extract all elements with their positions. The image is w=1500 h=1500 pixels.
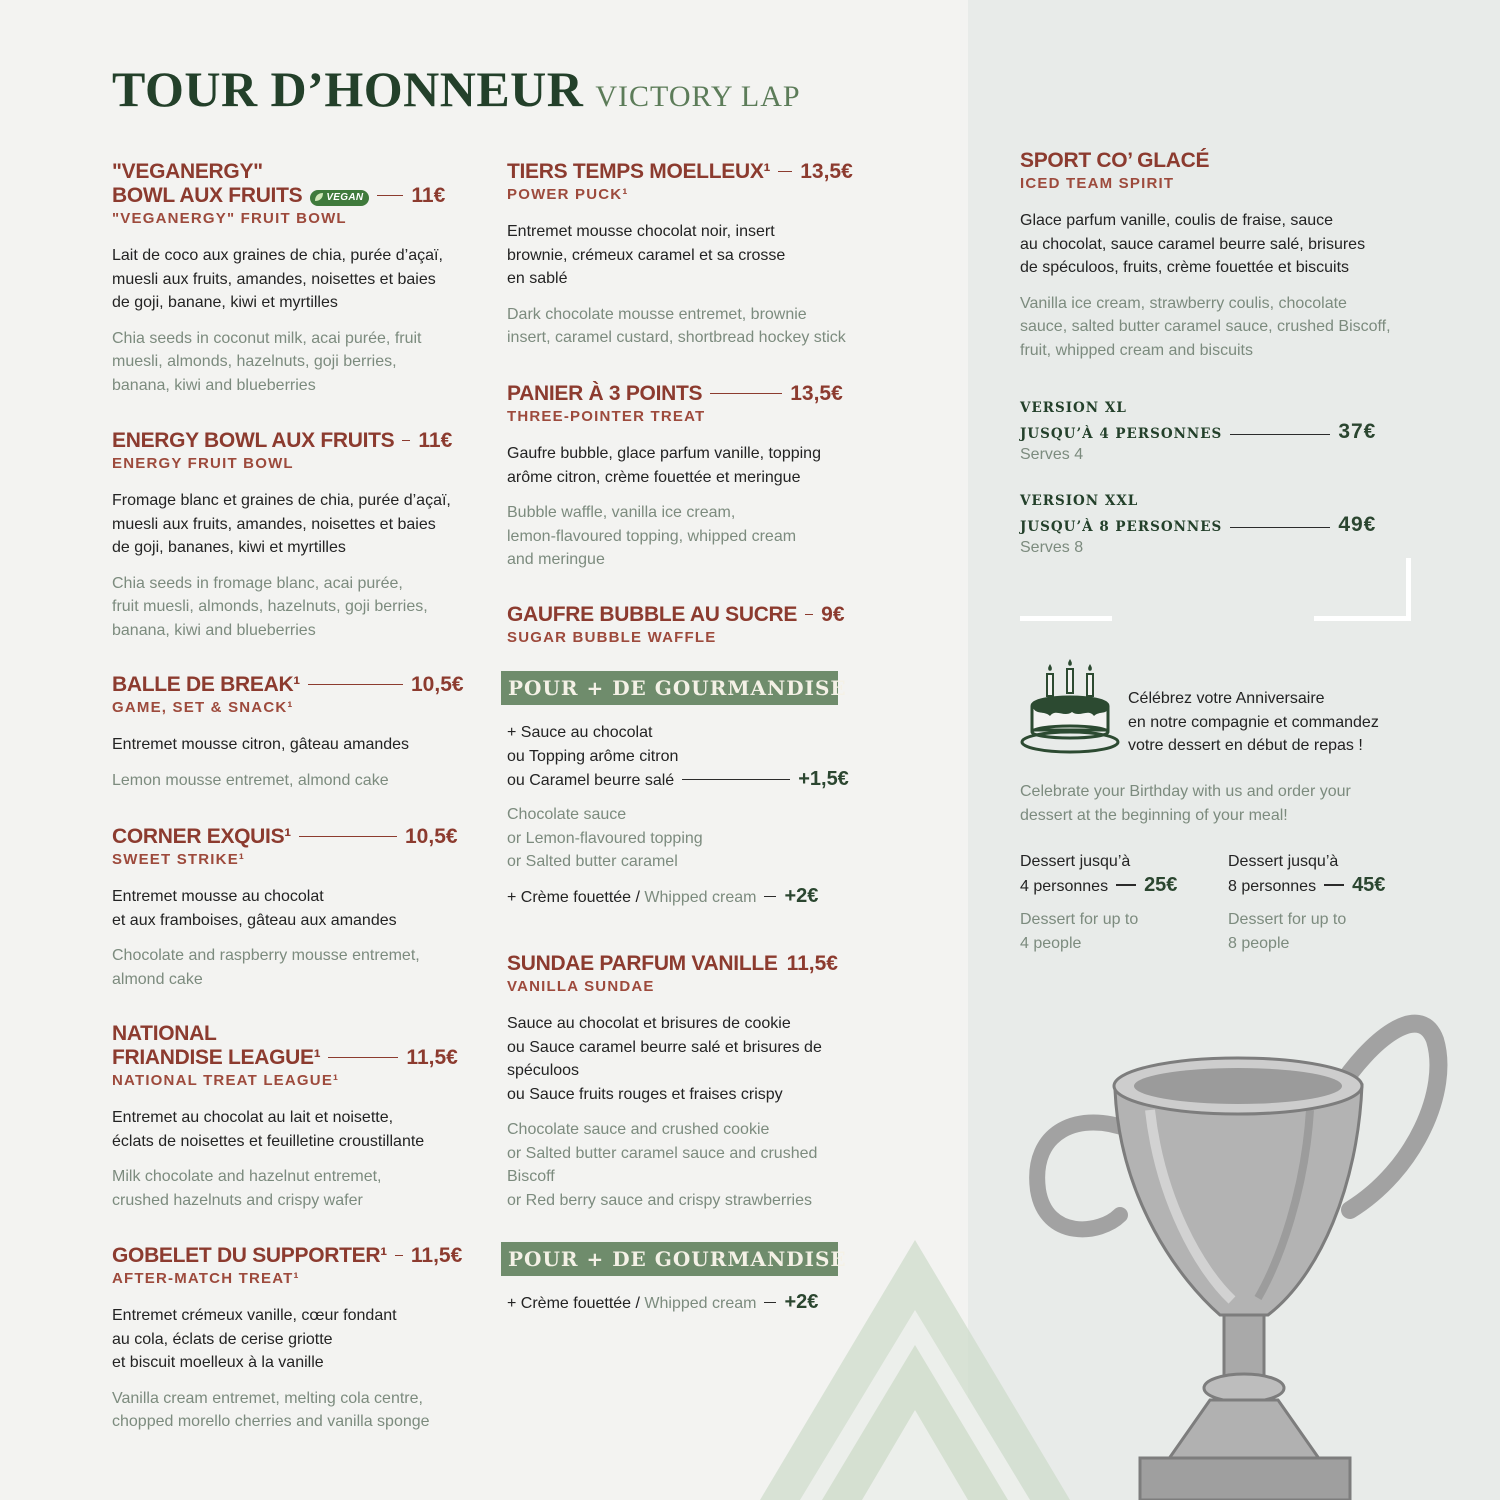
item-price: 10,5€ [405,825,458,848]
description-line: almond cake [112,970,203,988]
description-line: or Salted butter caramel sauce and crushed [507,1144,818,1162]
extras-banner: POUR + DE GOURMANDISE [501,1242,838,1276]
description-line: chopped morello cherries and vanilla sponge [112,1413,430,1430]
vegan-badge-label: VEGAN [326,192,364,203]
price-leader [299,836,397,838]
price-leader [402,440,410,442]
version-label: VERSION XXL [1020,493,1139,509]
description-line: Entremet mousse citron, gâteau amandes [112,736,410,753]
item-description-en [507,303,853,350]
menu-item-corner-exquis [112,825,458,991]
menu-item-gobelet-du-supporter [112,1244,462,1434]
version-serves: Serves 8 [1020,539,1084,556]
description-line: Entremet au chocolat au lait et noisette, [112,1109,394,1126]
description-line: spéculoos [507,1062,580,1079]
item-title: PANIER À 3 POINTS [507,382,703,405]
leaf-icon [314,192,324,202]
extras-line: ou Topping arôme citron [507,747,679,765]
item-description-en [1020,292,1391,363]
extras-line: or Lemon-flavoured topping [507,829,703,847]
offer-line: 4 personnes [1020,877,1109,895]
description-line: sauce, salted butter caramel sauce, crushed Biscoff, [1020,318,1391,335]
item-description-en [507,1118,838,1212]
item-title: TIERS TEMPS MOELLEUX¹ [507,160,771,183]
extras-price: +2€ [784,885,819,907]
price-leader [764,1302,776,1304]
extras-sauces [507,721,849,792]
item-title: SUNDAE PARFUM VANILLE [507,952,778,975]
description-line: Fromage blanc et graines de chia, purée d’açaï, [112,492,451,509]
offer-row [1020,874,1177,898]
whipped-fr: + Crème fouettée / [507,889,640,906]
item-price: 9€ [821,603,845,626]
price-leader [328,1057,398,1059]
offer-line: 8 personnes [1228,877,1317,895]
version-price: 37€ [1338,420,1377,443]
extras-line: ou Caramel beurre salé [507,772,675,789]
birthday-cake-icon [1020,658,1120,758]
birthday-line: Célébrez votre Anniversaire [1128,690,1325,707]
whipped-fr: + Crème fouettée / [507,1295,640,1312]
item-description-fr [112,244,445,315]
page-subtitle: VICTORY LAP [595,80,801,113]
description-line: and meringue [507,551,605,568]
description-line: au chocolat, sauce caramel beurre salé, brisures [1020,235,1366,253]
item-title: FRIANDISE LEAGUE¹ [112,1046,321,1069]
item-subtitle: THREE-POINTER TREAT [507,408,706,425]
page-header [112,60,801,118]
item-title: GOBELET DU SUPPORTER¹ [112,1244,387,1267]
price-leader [710,393,782,395]
menu-item-tiers-temps-moelleux [507,160,853,350]
version-row [1020,420,1376,443]
birthday-offer-8 [1228,850,1385,955]
birthday-line: votre dessert en début de repas ! [1128,737,1363,754]
item-price: 11,5€ [406,1046,458,1069]
item-subtitle: NATIONAL TREAT LEAGUE¹ [112,1072,340,1089]
description-line: muesli aux fruits, amandes, noisettes et baies [112,515,436,533]
price-leader [308,684,403,686]
item-description-fr [112,489,452,560]
birthday-line: Celebrate your Birthday with us and order your [1020,783,1351,800]
menu-item-sundae-parfum-vanille [507,952,838,1212]
price-leader [778,171,792,173]
item-description-fr [112,1106,458,1153]
description-line: éclats de noisettes et feuilletine croustillante [112,1132,425,1150]
offer-line: 4 people [1020,934,1082,952]
price-leader [395,1255,403,1257]
birthday-text-en [1020,780,1351,827]
description-line: Bubble waffle, vanilla ice cream, [507,504,736,521]
offer-line: 8 people [1228,934,1290,952]
description-line: Vanilla ice cream, strawberry coulis, chocolate [1020,294,1347,312]
menu-item-gaufre-bubble-au-sucre [507,603,845,649]
item-description-fr [507,442,843,489]
description-line: muesli aux fruits, amandes, noisettes et baies [112,270,436,288]
menu-item-sport-co-glace [1020,149,1391,362]
price-leader [1324,884,1344,886]
description-line: Biscoff [507,1168,555,1185]
item-title: GAUFRE BUBBLE AU SUCRE [507,603,798,626]
item-price: 10,5€ [411,673,464,696]
price-leader [377,195,403,197]
extras-sauces-en [507,803,703,874]
item-description-fr [112,733,464,757]
description-line: et aux framboises, gâteau aux amandes [112,911,397,929]
description-line: de spéculoos, fruits, crème fouettée et biscuits [1020,259,1350,276]
version-persons: JUSQU’À 8 PERSONNES [1020,519,1223,535]
description-line: crushed hazelnuts and crispy wafer [112,1191,363,1209]
item-title: "VEGANERGY" [112,160,263,183]
price-leader [1230,434,1330,436]
price-leader [682,779,790,781]
offer-row [1228,874,1385,898]
item-description-en [112,944,458,991]
description-line: ou Sauce caramel beurre salé et brisures de [507,1038,822,1056]
description-line: insert, caramel custard, shortbread hockey stick [507,329,846,346]
item-price: 11,5€ [410,1244,463,1267]
description-line: Entremet mousse au chocolat [112,888,324,905]
description-line: Dark chocolate mousse entremet, brownie [507,305,807,323]
version-row [1020,513,1376,536]
extras-line-with-price [507,1291,818,1315]
birthday-text-fr [1128,687,1379,758]
item-subtitle: GAME, SET & SNACK¹ [112,699,294,716]
item-subtitle: ENERGY FRUIT BOWL [112,455,294,472]
extras-whipped-cream [507,1291,818,1315]
description-line: Lait de coco aux graines de chia, purée d’açaï, [112,247,443,264]
item-subtitle: VANILLA SUNDAE [507,978,655,995]
price-leader [1116,884,1136,886]
description-line: de goji, banane, kiwi et myrtilles [112,294,338,311]
description-line: Chocolate and raspberry mousse entremet, [112,947,420,964]
divider-decoration [1020,616,1112,621]
description-line: fruit muesli, almonds, hazelnuts, goji berries, [112,598,428,615]
description-line: fruit, whipped cream and biscuits [1020,341,1253,359]
divider-decoration [1314,616,1411,621]
extras-banner: POUR + DE GOURMANDISE [501,671,838,705]
description-line: au cola, éclats de cerise griotte [112,1330,333,1348]
item-title: SPORT CO’ GLACÉ [1020,149,1210,172]
offer-line: Dessert for up to [1020,911,1139,928]
extras-line: + Sauce au chocolat [507,724,653,741]
description-line: or Red berry sauce and crispy strawberries [507,1191,813,1209]
item-description-fr [1020,209,1391,280]
item-description-fr [112,885,458,932]
description-line: et biscuit moelleux à la vanille [112,1354,324,1371]
description-line: lemon-flavoured topping, whipped cream [507,527,797,545]
whipped-en: Whipped cream [644,889,757,906]
description-line: Vanilla cream entremet, melting cola centre, [112,1389,423,1407]
item-price: 11€ [411,184,446,207]
description-line: en sablé [507,270,568,287]
extras-line: or Salted butter caramel [507,853,678,870]
menu-item-national-friandise-league [112,1022,458,1212]
description-line: Sauce au chocolat et brisures de cookie [507,1015,791,1032]
extras-line: Chocolate sauce [507,806,627,823]
item-price: 11,5€ [786,952,838,975]
item-price: 13,5€ [790,382,843,405]
item-subtitle: SUGAR BUBBLE WAFFLE [507,629,717,646]
item-description-fr [112,1304,462,1375]
item-description-en [112,572,452,643]
item-title: BOWL AUX FRUITS [112,184,303,207]
divider-decoration [1406,558,1411,621]
description-line: ou Sauce fruits rouges et fraises crispy [507,1085,783,1103]
description-line: arôme citron, crème fouettée et meringue [507,468,801,486]
extras-price: +1,5€ [798,768,849,790]
vegan-badge [310,190,369,206]
item-description-en [112,327,445,398]
description-line: Chocolate sauce and crushed cookie [507,1121,770,1138]
item-description-en [112,769,464,793]
description-line: muesli, almonds, hazelnuts, goji berries, [112,353,397,370]
item-subtitle: AFTER-MATCH TREAT¹ [112,1270,300,1287]
description-line: Gaufre bubble, glace parfum vanille, topping [507,445,821,462]
description-line: Chia seeds in coconut milk, acai purée, fruit [112,329,422,347]
extras-line-with-price [507,885,818,909]
menu-item-veganergy-bowl [112,160,445,397]
item-price: 11€ [418,429,453,452]
extras-whipped-cream [507,885,818,909]
item-title: BALLE DE BREAK¹ [112,673,300,696]
version-xxl [1020,490,1376,560]
price-leader [764,896,776,898]
offer-line: Dessert for up to [1228,911,1347,928]
item-title: CORNER EXQUIS¹ [112,825,291,848]
item-subtitle: ICED TEAM SPIRIT [1020,175,1175,192]
birthday-line: en notre compagnie et commandez [1128,713,1379,731]
version-label: VERSION XL [1020,400,1127,416]
description-line: banana, kiwi and blueberries [112,621,316,639]
item-description-en [112,1165,458,1212]
extras-price: +2€ [784,1291,819,1313]
price-leader [1230,527,1330,529]
menu-item-balle-de-break [112,673,464,792]
menu-item-panier-a-3-points [507,382,843,572]
version-persons: JUSQU’À 4 PERSONNES [1020,426,1223,442]
offer-line: Dessert jusqu’à [1020,853,1131,870]
item-description-en [507,501,843,572]
description-line: Entremet mousse chocolat noir, insert [507,223,775,240]
item-title: NATIONAL [112,1022,217,1045]
birthday-line: dessert at the beginning of your meal! [1020,806,1288,824]
item-description-fr [507,1012,838,1106]
item-description-fr [507,220,853,291]
description-line: Milk chocolate and hazelnut entremet, [112,1168,382,1185]
description-line: de goji, bananes, kiwi et myrtilles [112,539,346,556]
description-line: Chia seeds in fromage blanc, acai purée, [112,574,403,592]
birthday-offer-4 [1020,850,1177,955]
whipped-en: Whipped cream [644,1295,757,1312]
description-line: Glace parfum vanille, coulis de fraise, sauce [1020,212,1334,229]
version-price: 49€ [1338,513,1377,536]
description-line: banana, kiwi and blueberries [112,376,316,394]
price-leader [805,614,813,616]
menu-item-energy-bowl [112,429,452,642]
item-description-en [112,1387,462,1434]
item-subtitle: "VEGANERGY" FRUIT BOWL [112,210,347,227]
offer-price: 25€ [1144,873,1178,896]
description-line: Entremet crémeux vanille, cœur fondant [112,1307,397,1324]
version-xl [1020,397,1376,467]
version-serves: Serves 4 [1020,446,1084,463]
offer-line: Dessert jusqu’à [1228,853,1339,870]
item-subtitle: POWER PUCK¹ [507,186,629,203]
trophy-illustration [1020,980,1470,1500]
page-title: TOUR D’HONNEUR [112,61,584,117]
description-line: Lemon mousse entremet, almond cake [112,771,389,789]
item-subtitle: SWEET STRIKE¹ [112,851,246,868]
offer-price: 45€ [1352,873,1386,896]
item-title: ENERGY BOWL AUX FRUITS [112,429,395,452]
description-line: brownie, crémeux caramel et sa crosse [507,246,786,264]
item-price: 13,5€ [800,160,853,183]
extras-line-with-price [507,768,849,792]
